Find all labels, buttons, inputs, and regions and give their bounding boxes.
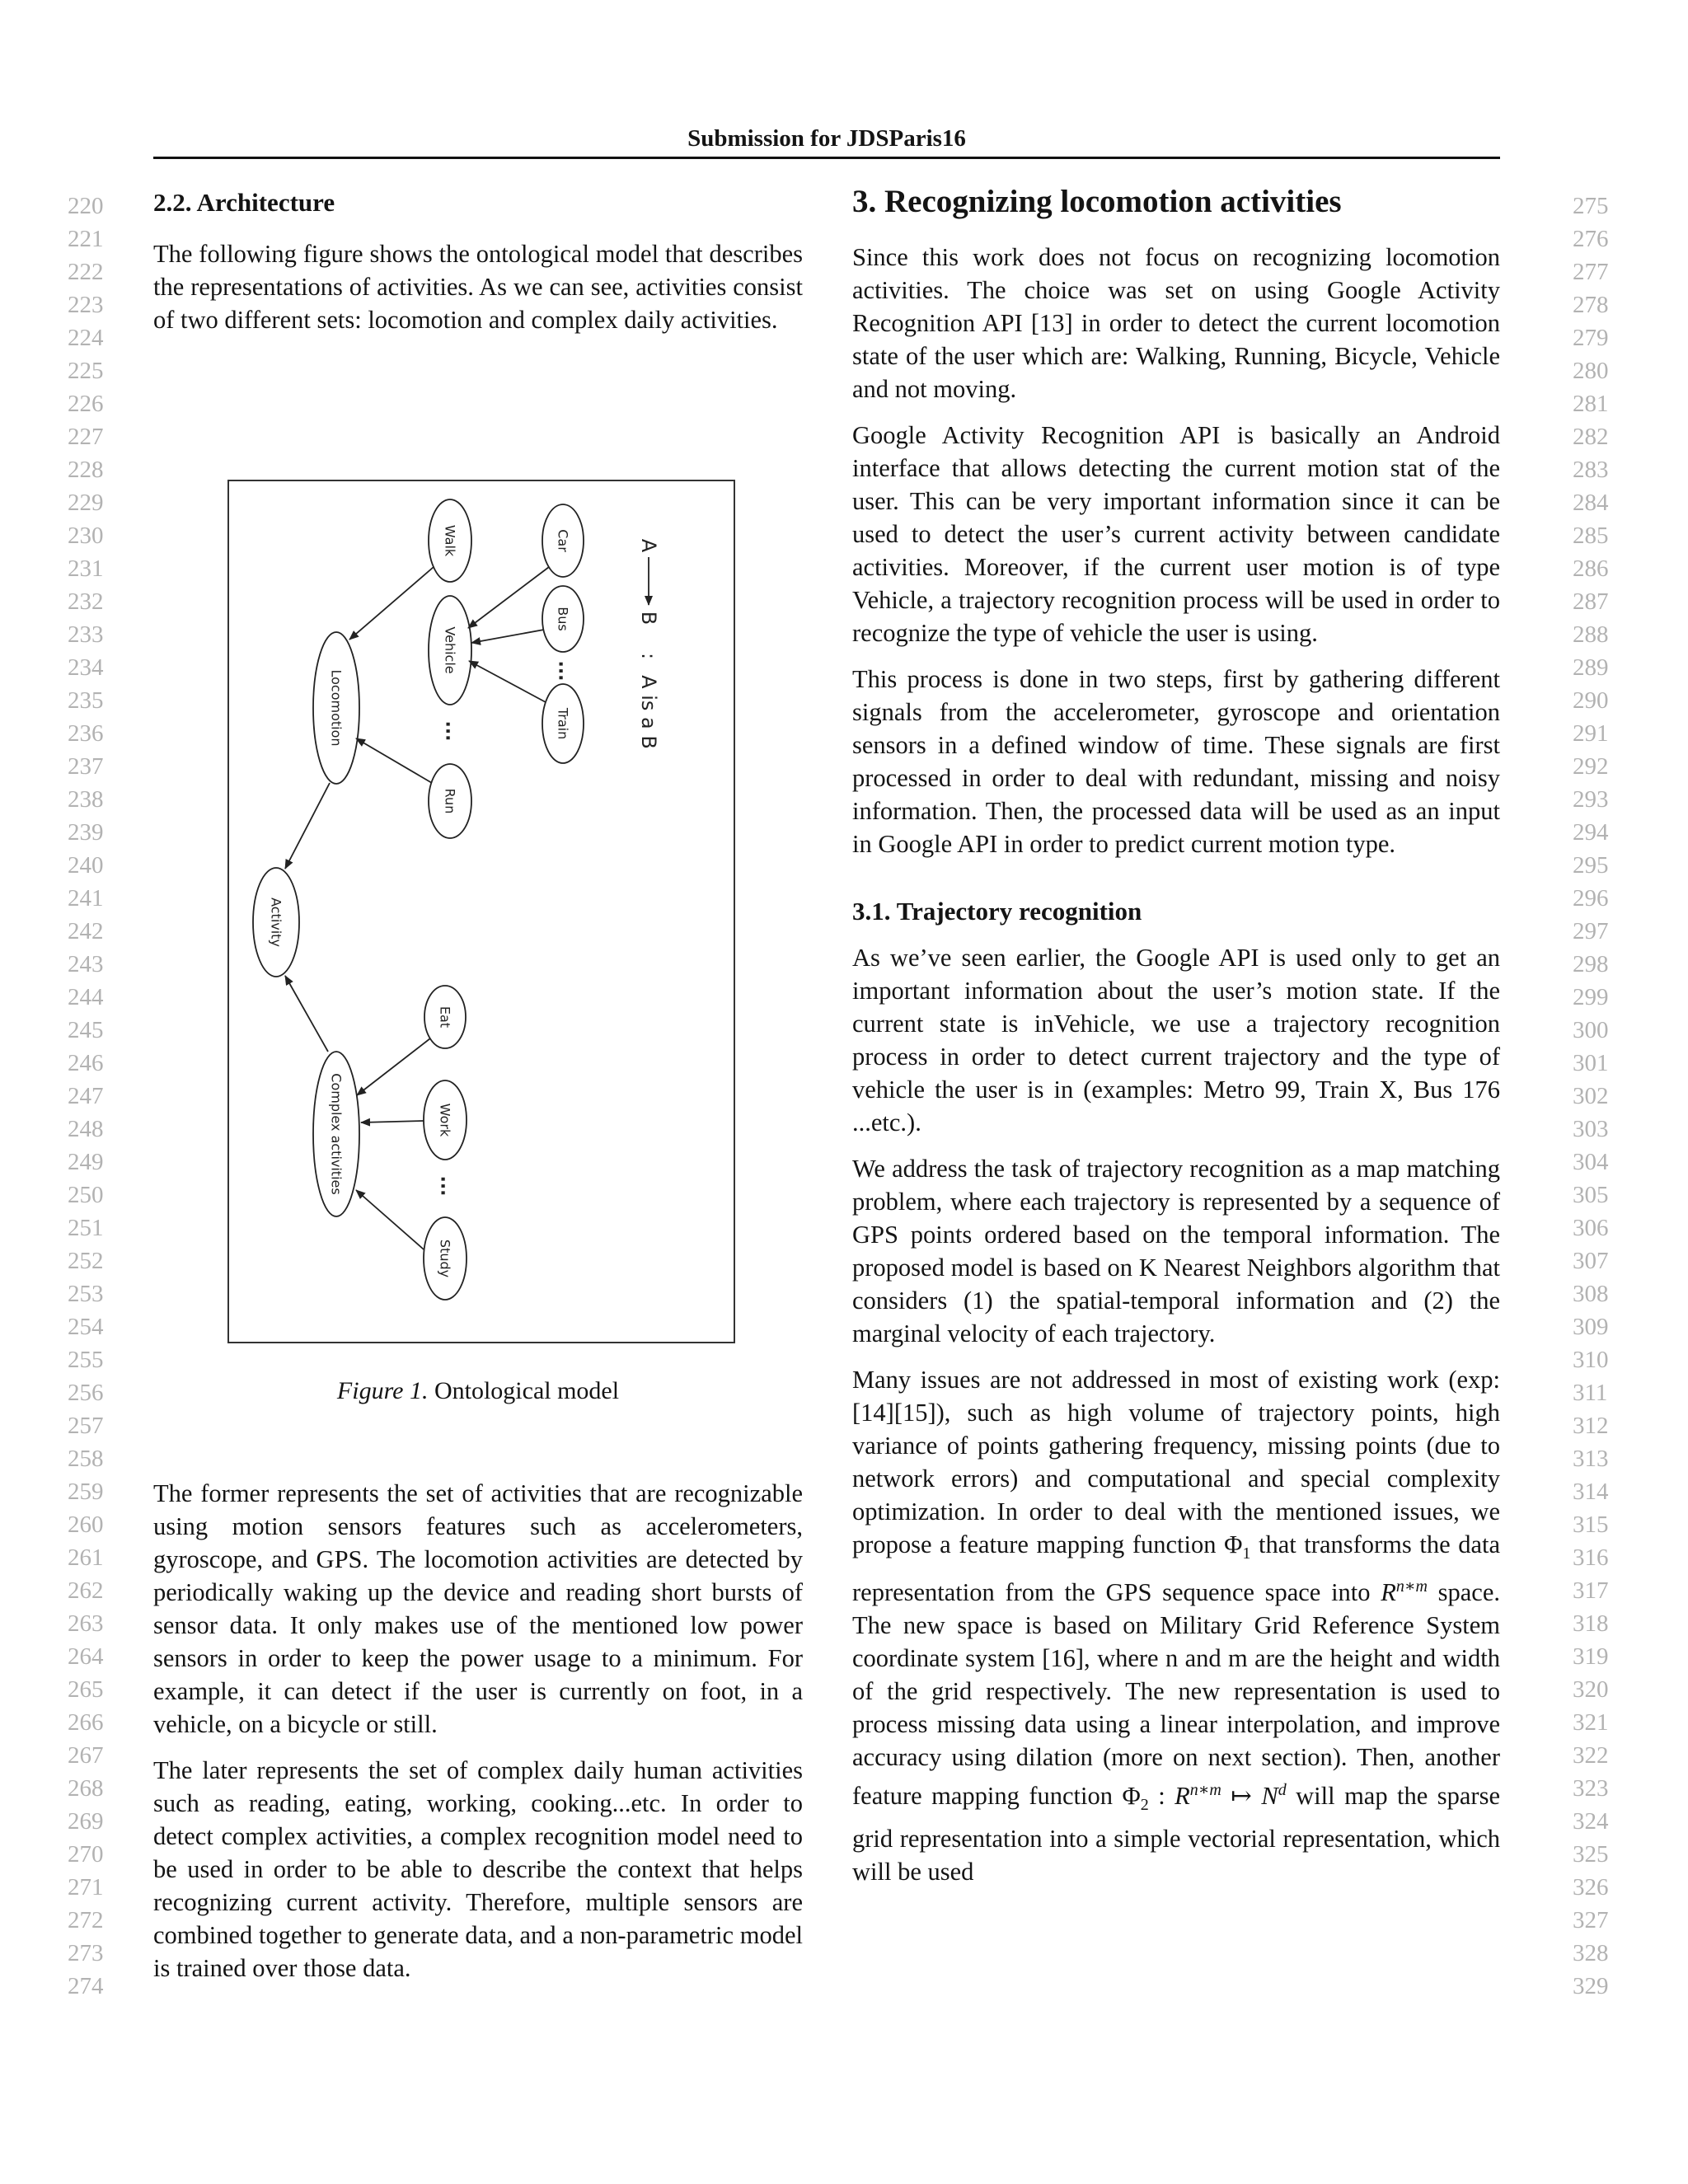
- figure-caption-text: Ontological model: [434, 1377, 620, 1404]
- line-number: 300: [1573, 1017, 1609, 1043]
- line-number: 288: [1573, 621, 1609, 648]
- line-number: 291: [1573, 720, 1609, 747]
- line-number: 252: [68, 1248, 104, 1274]
- line-number: 319: [1573, 1643, 1609, 1670]
- line-number: 310: [1573, 1347, 1609, 1373]
- label-car: Car: [555, 529, 571, 552]
- line-number: 273: [68, 1940, 104, 1966]
- edge-work-complex: [361, 1121, 424, 1122]
- line-number: 281: [1573, 391, 1609, 417]
- line-number: 232: [68, 588, 104, 615]
- line-number: 275: [1573, 193, 1609, 219]
- line-number: 321: [1573, 1709, 1609, 1736]
- line-number: 225: [68, 358, 104, 384]
- paragraph-former: The former represents the set of activities that are recognizable using motion sensors features such as accelerometers, gyroscope, and GPS. The locomotion activities are detected by periodically waking up the device and reading short bursts of sensor data. It only makes use of the mentioned low power sensors in order to keep the power usage to a minimum. For example, it can detect if the user is currently on foot, in a vehicle, on a bicycle or still.: [153, 1479, 803, 1738]
- section-heading-recognizing: 3. Recognizing locomotion activities: [852, 184, 1342, 219]
- edge-bus-vehicle: [471, 630, 544, 643]
- line-number: 325: [1573, 1841, 1609, 1868]
- edge-eat-complex: [357, 1038, 430, 1095]
- line-number: 249: [68, 1149, 104, 1175]
- line-number: 224: [68, 325, 104, 351]
- line-number: 282: [1573, 424, 1609, 450]
- line-number: 263: [68, 1610, 104, 1637]
- label-run: Run: [442, 788, 458, 814]
- line-number: 266: [68, 1709, 104, 1736]
- line-number: 278: [1573, 292, 1609, 318]
- line-number: 284: [1573, 490, 1609, 516]
- paragraph-right-1: Since this work does not focus on recognizing locomotion activities. The choice was set on using Google Activity Recognition API [13] in order to detect the current locomotion state of the user which are: Walking, Running, Bicycle, Vehicle and not moving.: [852, 243, 1500, 403]
- label-activity: Activity: [268, 898, 284, 947]
- edge-walk-locomotion: [349, 567, 434, 640]
- line-number: 231: [68, 555, 104, 582]
- line-number: 285: [1573, 523, 1609, 549]
- legend-a: A: [637, 538, 660, 553]
- math-r-nm: $R^{n∗m}$: [1381, 1577, 1428, 1607]
- math-phi2-mapping: $\Phi_2$ : $R^{n∗m}$ ↦ $N^d$: [1122, 1781, 1287, 1815]
- paragraph-right-3: This process is done in two steps, first by gathering different signals from the accelerometer, gyroscope and orientation sensors in a defined window of time. These signals are first processed in order to deal with redundant, missing and noisy information. Then, the processed data will be used as an input in Google API in order to predict current motion type.: [852, 665, 1500, 858]
- line-number: 228: [68, 457, 104, 483]
- line-number: 262: [68, 1577, 104, 1604]
- line-number: 307: [1573, 1248, 1609, 1274]
- line-number: 267: [68, 1742, 104, 1769]
- legend-sep: :: [637, 652, 660, 660]
- line-number: 303: [1573, 1116, 1609, 1142]
- line-number: 270: [68, 1841, 104, 1868]
- label-vehicle: Vehicle: [442, 626, 458, 674]
- line-number: 222: [68, 259, 104, 285]
- line-number: 290: [1573, 687, 1609, 714]
- line-number: 265: [68, 1676, 104, 1703]
- line-number: 269: [68, 1808, 104, 1835]
- line-number: 268: [68, 1775, 104, 1802]
- line-number: 248: [68, 1116, 104, 1142]
- line-number: 302: [1573, 1083, 1609, 1109]
- edge-study-complex: [356, 1190, 424, 1249]
- edge-locomotion-activity: [285, 783, 330, 869]
- line-number: 318: [1573, 1610, 1609, 1637]
- line-number: 280: [1573, 358, 1609, 384]
- line-number: 236: [68, 720, 104, 747]
- line-number: 292: [1573, 753, 1609, 780]
- label-eat: Eat: [437, 1005, 453, 1029]
- line-number: 317: [1573, 1577, 1609, 1604]
- paragraph-right-4: As we’ve seen earlier, the Google API is used only to get an important information about the user’s motion state. If the current state is inVehicle, we use a trajectory recognition process in order to detect current trajectory and the type of vehicle the user is in (examples: Metro 99, Train X, Bus 176 ...etc.).: [852, 944, 1500, 1137]
- line-number: 308: [1573, 1281, 1609, 1307]
- math-phi1: $\Phi_1$: [1224, 1530, 1251, 1563]
- line-number: 254: [68, 1314, 104, 1340]
- line-number: 298: [1573, 951, 1609, 977]
- line-number: 322: [1573, 1742, 1609, 1769]
- line-number: 323: [1573, 1775, 1609, 1802]
- line-number: 326: [1573, 1874, 1609, 1900]
- line-number: 296: [1573, 885, 1609, 912]
- line-number: 299: [1573, 984, 1609, 1010]
- line-numbers-right: [1573, 190, 1639, 2003]
- line-number: 245: [68, 1017, 104, 1043]
- paragraph-intro: The following figure shows the ontological model that describes the representations of activities. As we can see, activities consist of two different sets: locomotion and complex daily activities.: [153, 240, 803, 334]
- line-number: 277: [1573, 259, 1609, 285]
- line-number: 289: [1573, 654, 1609, 681]
- right-column: [852, 181, 1500, 1888]
- line-number: 309: [1573, 1314, 1609, 1340]
- line-number: 227: [68, 424, 104, 450]
- line-number: 221: [68, 226, 104, 252]
- line-number: 294: [1573, 819, 1609, 846]
- page-header: Submission for JDSParis16: [687, 125, 966, 152]
- left-column-lower: [153, 1477, 803, 1985]
- label-complex: Complex activities: [328, 1073, 345, 1195]
- line-number: 287: [1573, 588, 1609, 615]
- line-number: 327: [1573, 1907, 1609, 1933]
- line-number: 240: [68, 852, 104, 879]
- subsection-heading-trajectory: 3.1. Trajectory recognition: [852, 897, 1142, 926]
- line-number: 239: [68, 819, 104, 846]
- line-number: 233: [68, 621, 104, 648]
- line-number: 235: [68, 687, 104, 714]
- line-number: 259: [68, 1479, 104, 1505]
- label-train: Train: [555, 707, 571, 740]
- line-number: 256: [68, 1380, 104, 1406]
- edge-complex-activity: [285, 976, 328, 1052]
- line-number: 286: [1573, 555, 1609, 582]
- edge-car-vehicle: [468, 567, 549, 628]
- line-number: 295: [1573, 852, 1609, 879]
- line-number: 297: [1573, 918, 1609, 944]
- line-number: 260: [68, 1511, 104, 1538]
- line-number: 306: [1573, 1215, 1609, 1241]
- paragraph-right-5: We address the task of trajectory recognition as a map matching problem, where each trajectory is represented by a sequence of GPS points ordered based on the temporal information. The proposed model is based on K Nearest Neighbors algorithm that considers (1) the spatial-temporal information and (2) the marginal velocity of each trajectory.: [852, 1155, 1500, 1347]
- figure-caption: [153, 1375, 803, 1408]
- line-number: 220: [68, 193, 104, 219]
- line-number: 255: [68, 1347, 104, 1373]
- label-locomotion: Locomotion: [328, 669, 345, 747]
- figure-ontological-model: [227, 480, 735, 1343]
- line-number: 251: [68, 1215, 104, 1241]
- line-numbers-left: [68, 190, 134, 2003]
- line-number: 276: [1573, 226, 1609, 252]
- left-column: [153, 186, 803, 336]
- legend-meaning: A is a B: [637, 675, 660, 749]
- line-number: 315: [1573, 1511, 1609, 1538]
- line-number: 247: [68, 1083, 104, 1109]
- line-number: 264: [68, 1643, 104, 1670]
- legend-b: B: [637, 611, 660, 626]
- line-number: 253: [68, 1281, 104, 1307]
- line-number: 304: [1573, 1149, 1609, 1175]
- line-number: 324: [1573, 1808, 1609, 1835]
- line-number: 257: [68, 1413, 104, 1439]
- line-number: 301: [1573, 1050, 1609, 1076]
- figure-caption-label: Figure 1.: [336, 1377, 429, 1404]
- line-number: 237: [68, 753, 104, 780]
- line-number: 229: [68, 490, 104, 516]
- line-number: 271: [68, 1874, 104, 1900]
- line-number: 258: [68, 1446, 104, 1472]
- line-number: 244: [68, 984, 104, 1010]
- paragraph-right-2: Google Activity Recognition API is basically an Android interface that allows detecting the current motion stat of the user. This can be very important information since it can be used to detect the user’s current activity between candidate activities. Moreover, if the current user motion is of type Vehicle, a trajectory recognition process will be used in order to recognize the type of vehicle the user is using.: [852, 421, 1500, 647]
- line-number: 246: [68, 1050, 104, 1076]
- line-number: 320: [1573, 1676, 1609, 1703]
- line-number: 283: [1573, 457, 1609, 483]
- line-number: 241: [68, 885, 104, 912]
- line-number: 328: [1573, 1940, 1609, 1966]
- line-number: 316: [1573, 1544, 1609, 1571]
- line-number: 274: [68, 1973, 104, 1999]
- line-number: 314: [1573, 1479, 1609, 1505]
- line-number: 242: [68, 918, 104, 944]
- line-number: 261: [68, 1544, 104, 1571]
- line-number: 243: [68, 951, 104, 977]
- line-number: 312: [1573, 1413, 1609, 1439]
- label-loco-ellipsis: ...: [441, 720, 462, 742]
- line-number: 230: [68, 523, 104, 549]
- label-bus-ellipsis: ...: [554, 660, 575, 682]
- line-number: 226: [68, 391, 104, 417]
- line-number: 250: [68, 1182, 104, 1208]
- line-number: 234: [68, 654, 104, 681]
- line-number: 279: [1573, 325, 1609, 351]
- line-number: 313: [1573, 1446, 1609, 1472]
- section-heading-architecture: 2.2. Architecture: [153, 188, 335, 217]
- label-study: Study: [437, 1239, 453, 1278]
- paragraph-right-6: Many issues are not addressed in most of existing work (exp: [14][15]), such as high volume of trajectory points, high variance of points gathering frequency, missing points (due to network errors) and computational and special complexity optimization. In order to deal with the mentioned issues, we propose a feature mapping function $\Phi_1$ that transforms the data representation from the GPS sequence space into $R^{n∗m}$ space. The new space is based on Military Grid Reference System coordinate system [16], where n and m are the height and width of the grid respectively. The new representation is used to process missing data using a linear interpolation, and improve accuracy using dilation (more on next section). Then, another feature mapping function $\Phi_2$ : $R^{n∗m}$ ↦ $N^d$ will map the sparse grid representation into a simple vectorial representation, which will be used: [852, 1366, 1500, 1886]
- label-work: Work: [437, 1103, 453, 1137]
- edge-train-vehicle: [469, 661, 546, 702]
- label-bus: Bus: [555, 607, 571, 631]
- ontology-diagram: [229, 481, 734, 1342]
- header-rule: [153, 157, 1500, 159]
- line-number: 238: [68, 786, 104, 813]
- line-number: 329: [1573, 1973, 1609, 1999]
- line-number: 293: [1573, 786, 1609, 813]
- label-complex-ellipsis: ...: [436, 1175, 457, 1197]
- line-number: 272: [68, 1907, 104, 1933]
- line-number: 223: [68, 292, 104, 318]
- paragraph-later: The later represents the set of complex daily human activities such as reading, eating, working, cooking...etc. In order to detect complex activities, a complex recognition model need to be used in order to be able to describe the context that helps recognizing current activity. Therefore, multiple sensors are combined together to generate data, and a non-parametric model is trained over those data.: [153, 1756, 803, 1982]
- line-number: 305: [1573, 1182, 1609, 1208]
- label-walk: Walk: [442, 524, 458, 557]
- line-number: 311: [1573, 1380, 1608, 1406]
- edge-run-locomotion: [356, 738, 432, 783]
